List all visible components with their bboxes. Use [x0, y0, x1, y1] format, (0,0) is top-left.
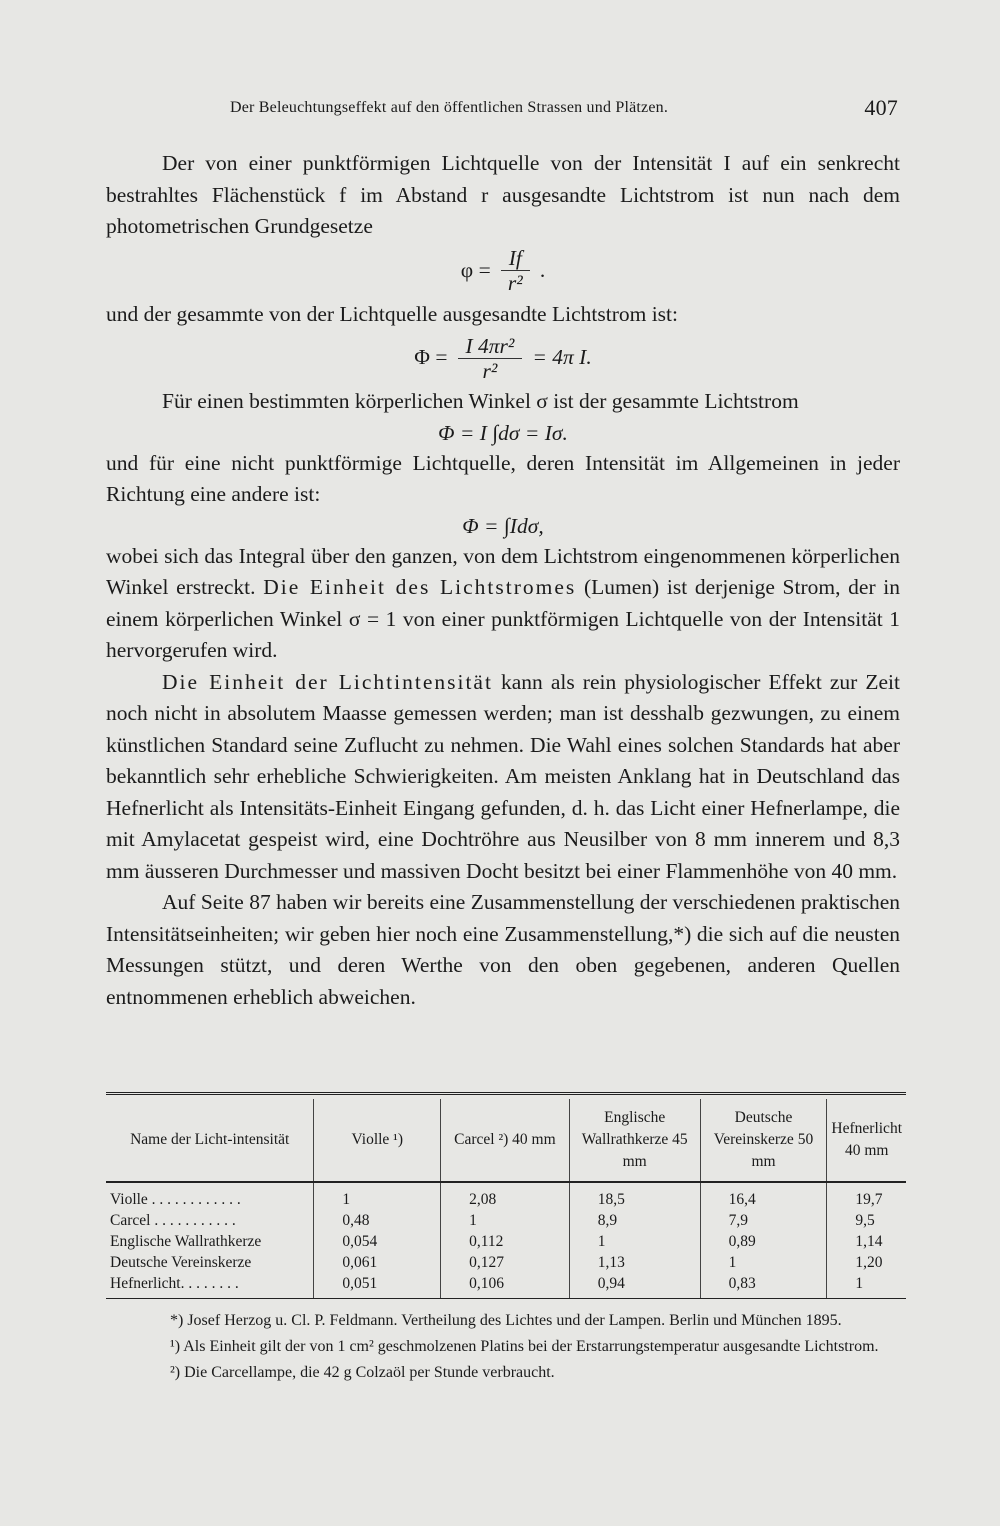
eq1-fraction — [501, 246, 530, 295]
table-cell: 7,9 — [700, 1210, 827, 1231]
table-row — [106, 1273, 906, 1299]
table-header-cell: Englische Wallrathkerze 45 mm — [569, 1099, 700, 1182]
table-cell: 8,9 — [569, 1210, 700, 1231]
table-cell: 0,83 — [700, 1273, 827, 1299]
table-header-row — [106, 1099, 906, 1182]
intensity-table — [106, 1092, 906, 1299]
equation-4: Φ = ∫Idσ, — [462, 513, 544, 538]
table-row — [106, 1182, 906, 1210]
table-cell: 18,5 — [569, 1182, 700, 1210]
eq1-tail: . — [539, 257, 546, 282]
table-cell: Hefnerlicht. . . . . . . . — [106, 1273, 314, 1299]
table-cell: 0,106 — [441, 1273, 570, 1299]
table-cell: 1 — [827, 1273, 906, 1299]
table-cell: 0,94 — [569, 1273, 700, 1299]
paragraph-5 — [106, 541, 900, 667]
table-row — [106, 1231, 906, 1252]
table-cell: Carcel . . . . . . . . . . . — [110, 1212, 236, 1229]
eq2-rhs: = 4π I. — [532, 345, 592, 370]
table-cell: Deutsche Vereinskerze — [110, 1254, 252, 1271]
footnote-1: ¹) Als Einheit gilt der von 1 cm² geschmolzenen Platins bei der Erstarrungstemperatur ausgesandte Lichtstrom. — [170, 1338, 879, 1355]
table-cell: 0,112 — [441, 1231, 570, 1252]
eq2-fraction — [458, 334, 523, 383]
paragraph-6 — [106, 667, 900, 888]
table-header-cell: Deutsche Vereinskerze 50 mm — [700, 1099, 827, 1182]
table-cell: 0,48 — [314, 1210, 441, 1231]
footnote-star: *) Josef Herzog u. Cl. P. Feldmann. Vertheilung des Lichtes und der Lampen. Berlin und München 1895. — [170, 1312, 842, 1329]
eq2-lhs: Φ = — [414, 345, 448, 370]
spaced-term-lichtstrom: Die Einheit des Lichtstromes — [263, 575, 577, 599]
table-header-cell: Hefnerlicht 40 mm — [827, 1099, 906, 1182]
table-cell: 1 — [441, 1210, 570, 1231]
eq1-numerator: If — [501, 246, 530, 271]
footnote-2: ²) Die Carcellampe, die 42 g Colzaöl per Stunde verbraucht. — [170, 1364, 555, 1381]
table-cell: 0,89 — [700, 1231, 827, 1252]
paragraph-5-c: (Lumen) ist derjenige Strom, der in einem körperlichen Winkel σ = 1 von einer punktförmigen Lichtquelle von der Intensität 1 hervorgerufen wird. — [106, 575, 901, 662]
spaced-term-lichtintensitaet: Die Einheit der Lichtintensität — [162, 669, 493, 694]
table-row — [106, 1252, 906, 1273]
equation-1 — [106, 243, 900, 299]
table-cell: 0,054 — [314, 1231, 441, 1252]
table-cell: 19,7 — [827, 1182, 906, 1210]
eq2-numerator: I 4πr² — [458, 334, 523, 359]
table-cell: 1,13 — [569, 1252, 700, 1273]
paragraph-5-a: wobei sich das Integral über den ganzen, von dem Lichtstrom eingenommenen körperlichen Winkel erstreckt. — [106, 543, 900, 599]
equation-2 — [106, 330, 900, 386]
table-cell: 16,4 — [700, 1182, 827, 1210]
table-row — [106, 1210, 906, 1231]
table-cell: Englische Wallrathkerze — [110, 1233, 262, 1250]
table-cell: 0,051 — [314, 1273, 441, 1299]
table-cell: 1 — [314, 1182, 441, 1210]
table-cell: 1,20 — [827, 1252, 906, 1273]
table-cell: 2,08 — [441, 1182, 570, 1210]
equation-3: Φ = I ∫dσ = Iσ. — [438, 420, 568, 445]
table-header-cell: Name der Licht-intensität — [106, 1099, 314, 1182]
paragraph-6-text: kann als rein physiologischer Effekt zur Zeit noch nicht in absolutem Maasse gemessen werden; man ist desshalb gezwungen, zu einem künstlichen Standard seine Zuflucht zu nehmen. Die Wahl eines solchen Standards hat aber bekanntlich sehr erhebliche Schwierigkeiten. Am meisten Anklang hat in Deutschland das Hefnerlicht als Intensitäts-Einheit Eingang gefunden, d. h. das Licht einer Hefnerlampe, die mit Amylacetat gespeist wird, eine Dochtröhre aus Neusilber von 8 mm innerem und 8,3 mm äusseren Durchmesser und massiven Docht besitzt bei einer Flammenhöhe von 40 mm. — [106, 669, 900, 883]
table-cell: 0,061 — [314, 1252, 441, 1273]
paragraph-3: Für einen bestimmten körperlichen Winkel σ ist der gesammte Lichtstrom — [162, 389, 799, 413]
paragraph-2: und der gesammte von der Lichtquelle ausgesandte Lichtstrom ist: — [106, 301, 678, 326]
table-cell: 0,127 — [441, 1252, 570, 1273]
running-title: Der Beleuchtungseffekt auf den öffentlichen Strassen und Plätzen. — [230, 99, 669, 116]
eq1-lhs: φ = — [460, 257, 491, 282]
table-cell: 1 — [569, 1231, 700, 1252]
eq1-denominator: r² — [507, 271, 523, 295]
table-cell: 1 — [700, 1252, 827, 1273]
table-cell: 1,14 — [827, 1231, 906, 1252]
paragraph-4: und für eine nicht punktförmige Lichtquelle, deren Intensität im Allgemeinen in jeder Richtung eine andere ist: — [106, 450, 900, 506]
table-top-rule — [106, 1092, 906, 1099]
footnotes — [106, 1308, 906, 1386]
table-cell: Violle . . . . . . . . . . . . — [110, 1191, 241, 1208]
table-cell: 9,5 — [827, 1210, 906, 1231]
page-number: 407 — [864, 95, 898, 120]
paragraph-1: Der von einer punktförmigen Lichtquelle von der Intensität I auf ein senkrecht bestrahltes Flächenstück f im Abstand r ausgesandte Lichtstrom ist nun nach dem photometrischen Grundgesetze — [106, 151, 900, 238]
paragraph-7: Auf Seite 87 haben wir bereits eine Zusammenstellung der verschiedenen praktischen Intensitätseinheiten; wir geben hier noch eine Zusammenstellung,*) die sich auf die neusten Messungen stützt, und deren Werthe von den oben gegebenen, anderen Quellen entnommenen erheblich abweichen. — [106, 890, 900, 1009]
body-text — [106, 148, 900, 1013]
table-header-cell: Carcel ²) 40 mm — [441, 1099, 570, 1182]
table-header-cell: Violle ¹) — [314, 1099, 441, 1182]
eq2-denominator: r² — [482, 358, 498, 383]
page-header — [230, 95, 898, 125]
